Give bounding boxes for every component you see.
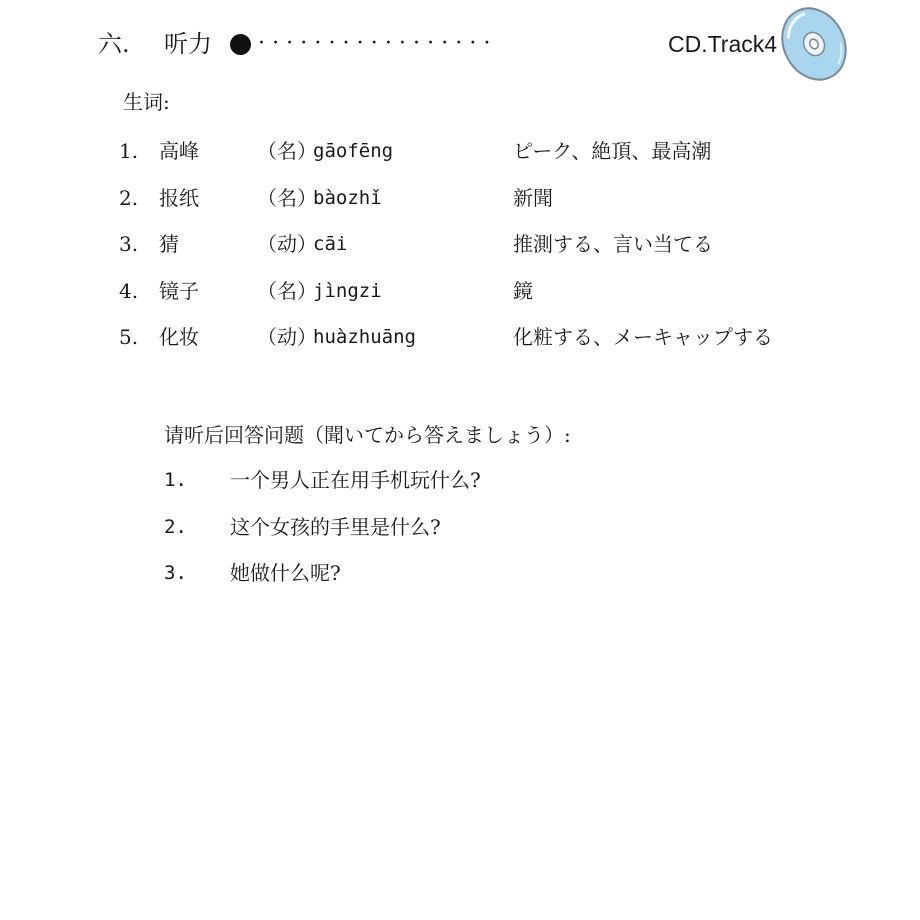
vocab-word: 镜子: [159, 278, 199, 303]
vocab-part-of-speech: （名）: [257, 139, 317, 163]
leader-dots: ·················: [258, 31, 498, 56]
vocab-row: [119, 136, 899, 183]
vocab-number: 4.: [119, 278, 139, 303]
question-text: 这个女孩的手里是什么?: [230, 514, 441, 539]
vocab-list: [119, 136, 899, 369]
section-header: [98, 28, 858, 68]
question-row: [164, 512, 764, 559]
vocab-row: [119, 229, 899, 276]
question-number: 2.: [164, 515, 187, 538]
vocab-meaning: 鏡: [513, 278, 533, 303]
question-text: 一个男人正在用手机玩什么?: [230, 468, 481, 492]
vocab-part-of-speech: （动）: [257, 325, 317, 349]
vocab-word: 报纸: [159, 185, 199, 210]
vocab-meaning: 推測する、言い当てる: [513, 232, 713, 256]
question-row: [164, 558, 764, 605]
track-label: CD.Track4: [668, 31, 778, 57]
question-number: 3.: [164, 562, 187, 584]
vocab-word: 化妆: [159, 325, 199, 349]
vocab-part-of-speech: （名）: [257, 185, 317, 210]
vocab-row: [119, 322, 899, 369]
vocab-pinyin: gāofēng: [313, 140, 394, 162]
question-text: 她做什么呢?: [230, 561, 341, 585]
vocab-number: 1.: [119, 139, 139, 163]
vocab-part-of-speech: （动）: [257, 232, 317, 256]
vocab-pinyin: jìngzi: [313, 279, 382, 302]
vocab-label: 生词:: [123, 90, 170, 114]
vocab-pinyin: bàozhǐ: [313, 186, 382, 209]
filled-circle-icon: [230, 34, 251, 55]
vocab-meaning: ピーク、絶頂、最高潮: [513, 139, 712, 163]
vocab-row: [119, 183, 899, 230]
cd-disc-icon: [780, 5, 848, 83]
vocab-meaning: 化粧する、メーキャップする: [513, 325, 773, 349]
vocab-row: [119, 276, 899, 323]
vocab-meaning: 新聞: [513, 185, 553, 210]
vocab-word: 猜: [159, 232, 179, 256]
question-number: 1.: [164, 469, 187, 491]
question-list: [164, 465, 764, 605]
section-title: 听力: [164, 30, 212, 58]
section-number: 六.: [98, 30, 130, 58]
vocab-number: 2.: [119, 185, 139, 210]
vocab-number: 5.: [119, 325, 139, 349]
vocab-number: 3.: [119, 232, 139, 256]
vocab-pinyin: huàzhuāng: [313, 326, 416, 348]
vocab-part-of-speech: （名）: [257, 278, 317, 303]
question-row: [164, 465, 764, 512]
vocab-word: 高峰: [159, 139, 199, 163]
vocab-pinyin: cāi: [313, 233, 348, 255]
questions-prompt: 请听后回答问题（聞いてから答えましょう）:: [164, 423, 571, 447]
